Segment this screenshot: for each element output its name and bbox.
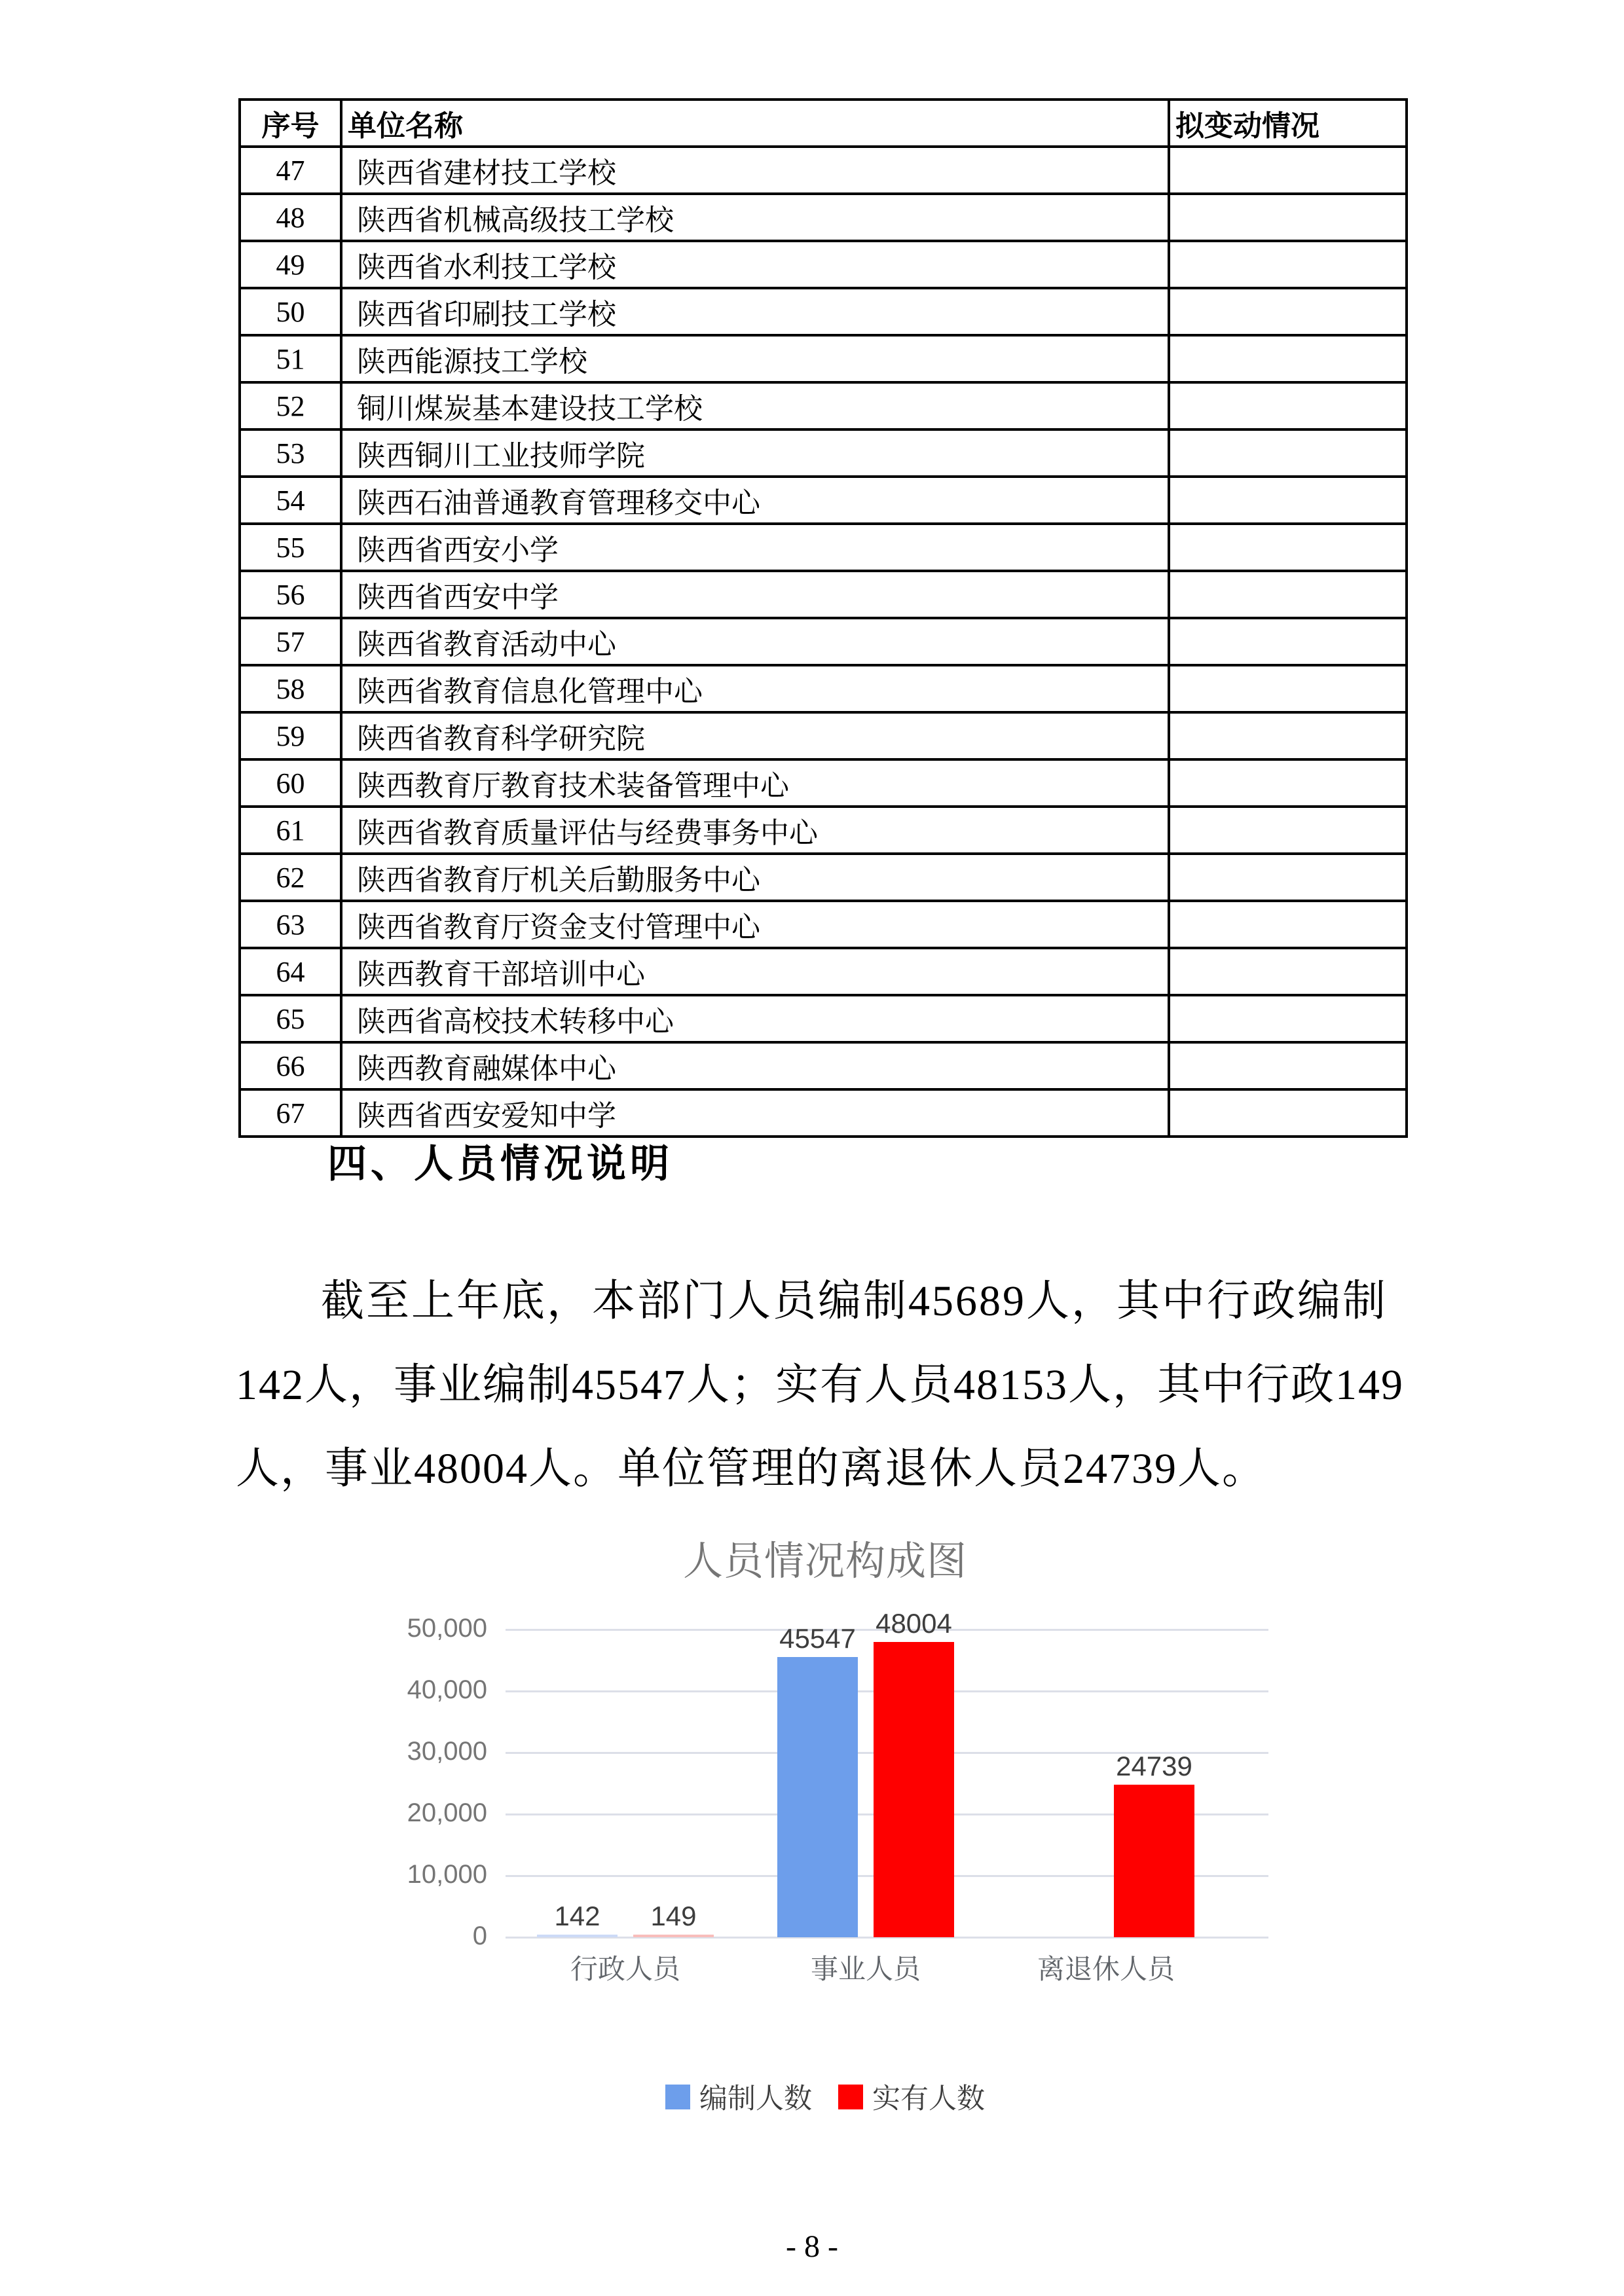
x-axis-category-label: 离退休人员 (1037, 1954, 1175, 1984)
table-row (240, 288, 1407, 335)
table-row (240, 524, 1407, 571)
cell-no: 66 (240, 1042, 341, 1089)
cell-change (1169, 995, 1407, 1042)
table-row (240, 241, 1407, 288)
cell-no: 65 (240, 995, 341, 1042)
cell-no: 50 (240, 288, 341, 335)
cell-no: 64 (240, 948, 341, 995)
cell-no: 57 (240, 618, 341, 665)
chart-title: 人员情况构成图 (682, 1539, 967, 1583)
chart-bar (1114, 1785, 1194, 1937)
cell-change (1169, 807, 1407, 854)
table-row (240, 1042, 1407, 1089)
table-row (240, 948, 1407, 995)
cell-name: 陕西省水利技工学校 (341, 241, 1169, 288)
cell-name: 陕西省西安小学 (341, 524, 1169, 571)
cell-change (1169, 712, 1407, 759)
table-row (240, 194, 1407, 241)
cell-name: 陕西能源技工学校 (341, 335, 1169, 382)
cell-change (1169, 1042, 1407, 1089)
cell-name: 陕西教育干部培训中心 (341, 948, 1169, 995)
cell-name: 陕西省教育科学研究院 (341, 712, 1169, 759)
cell-name: 陕西省教育信息化管理中心 (341, 665, 1169, 712)
cell-change (1169, 901, 1407, 948)
cell-no: 63 (240, 901, 341, 948)
cell-no: 60 (240, 759, 341, 807)
bar-value-label: 24739 (1116, 1751, 1192, 1782)
cell-change (1169, 382, 1407, 429)
cell-change (1169, 429, 1407, 477)
personnel-chart (367, 1525, 1283, 2128)
cell-change (1169, 1089, 1407, 1137)
cell-change (1169, 618, 1407, 665)
table-row (240, 477, 1407, 524)
table-row (240, 807, 1407, 854)
cell-change (1169, 147, 1407, 194)
cell-name: 陕西省教育厅资金支付管理中心 (341, 901, 1169, 948)
cell-change (1169, 335, 1407, 382)
cell-name: 陕西铜川工业技师学院 (341, 429, 1169, 477)
cell-name: 陕西省西安爱知中学 (341, 1089, 1169, 1137)
table-row (240, 901, 1407, 948)
table-row (240, 1089, 1407, 1137)
table-row (240, 854, 1407, 901)
cell-change (1169, 288, 1407, 335)
cell-name: 陕西省教育活动中心 (341, 618, 1169, 665)
units-table (238, 98, 1408, 1138)
cell-no: 54 (240, 477, 341, 524)
table-row (240, 712, 1407, 759)
cell-no: 59 (240, 712, 341, 759)
legend-item (665, 2077, 812, 2117)
cell-name: 陕西省教育厅机关后勤服务中心 (341, 854, 1169, 901)
y-axis-tick-label: 40,000 (407, 1675, 487, 1704)
cell-no: 47 (240, 147, 341, 194)
y-axis-tick-label: 50,000 (407, 1614, 487, 1643)
table-row (240, 995, 1407, 1042)
chart-bar (777, 1657, 858, 1937)
chart-bar (874, 1642, 954, 1937)
table-row (240, 335, 1407, 382)
table-row (240, 759, 1407, 807)
table-row (240, 147, 1407, 194)
chart-legend (367, 2077, 1283, 2117)
cell-change (1169, 854, 1407, 901)
chart-bar (537, 1935, 618, 1937)
cell-name: 陕西省高校技术转移中心 (341, 995, 1169, 1042)
cell-name: 陕西教育融媒体中心 (341, 1042, 1169, 1089)
header-cell-no: 序号 (240, 100, 341, 147)
table-row (240, 665, 1407, 712)
cell-name: 陕西省建材技工学校 (341, 147, 1169, 194)
cell-no: 55 (240, 524, 341, 571)
cell-change (1169, 524, 1407, 571)
table-header-row (240, 100, 1407, 147)
cell-change (1169, 571, 1407, 618)
header-cell-change: 拟变动情况 (1169, 100, 1407, 147)
header-cell-name: 单位名称 (341, 100, 1169, 147)
cell-no: 61 (240, 807, 341, 854)
table-row (240, 429, 1407, 477)
cell-name: 陕西教育厅教育技术装备管理中心 (341, 759, 1169, 807)
cell-no: 62 (240, 854, 341, 901)
y-axis-tick-label: 20,000 (407, 1798, 487, 1827)
x-axis-category-label: 行政人员 (570, 1954, 680, 1984)
cell-no: 56 (240, 571, 341, 618)
cell-name: 陕西省机械高级技工学校 (341, 194, 1169, 241)
cell-change (1169, 759, 1407, 807)
table-row (240, 571, 1407, 618)
cell-no: 53 (240, 429, 341, 477)
cell-change (1169, 665, 1407, 712)
bar-value-label: 142 (554, 1901, 600, 1931)
paragraph-line: 142人，事业编制45547人；实有人员48153人，其中行政149 (236, 1361, 1404, 1409)
y-axis-tick-label: 0 (472, 1922, 487, 1950)
cell-no: 52 (240, 382, 341, 429)
cell-change (1169, 194, 1407, 241)
paragraph-line: 截至上年底，本部门人员编制45689人，其中行政编制 (321, 1277, 1388, 1325)
y-axis-tick-label: 30,000 (407, 1737, 487, 1766)
legend-swatch-blue (665, 2085, 690, 2109)
chart-bar (633, 1935, 714, 1937)
page-number: - 8 - (786, 2229, 838, 2264)
section-heading: 四、人员情况说明 (327, 1142, 673, 1186)
bar-value-label: 149 (650, 1901, 697, 1931)
cell-no: 58 (240, 665, 341, 712)
table-row (240, 382, 1407, 429)
legend-item (838, 2077, 985, 2117)
legend-swatch-red (838, 2085, 863, 2109)
cell-name: 铜川煤炭基本建设技工学校 (341, 382, 1169, 429)
bar-value-label: 45547 (779, 1622, 856, 1654)
paragraph-line: 人，事业48004人。单位管理的离退休人员24739人。 (236, 1445, 1266, 1493)
x-axis-category-label: 事业人员 (810, 1954, 921, 1984)
cell-name: 陕西省西安中学 (341, 571, 1169, 618)
cell-change (1169, 241, 1407, 288)
legend-label: 编制人数 (699, 2083, 812, 2115)
y-axis-tick-label: 10,000 (407, 1860, 487, 1889)
bar-value-label: 48004 (876, 1607, 952, 1639)
cell-name: 陕西省教育质量评估与经费事务中心 (341, 807, 1169, 854)
cell-change (1169, 948, 1407, 995)
cell-name: 陕西石油普通教育管理移交中心 (341, 477, 1169, 524)
legend-label: 实有人数 (872, 2083, 985, 2115)
cell-no: 49 (240, 241, 341, 288)
cell-no: 51 (240, 335, 341, 382)
cell-name: 陕西省印刷技工学校 (341, 288, 1169, 335)
cell-no: 48 (240, 194, 341, 241)
cell-no: 67 (240, 1089, 341, 1137)
cell-change (1169, 477, 1407, 524)
table-row (240, 618, 1407, 665)
